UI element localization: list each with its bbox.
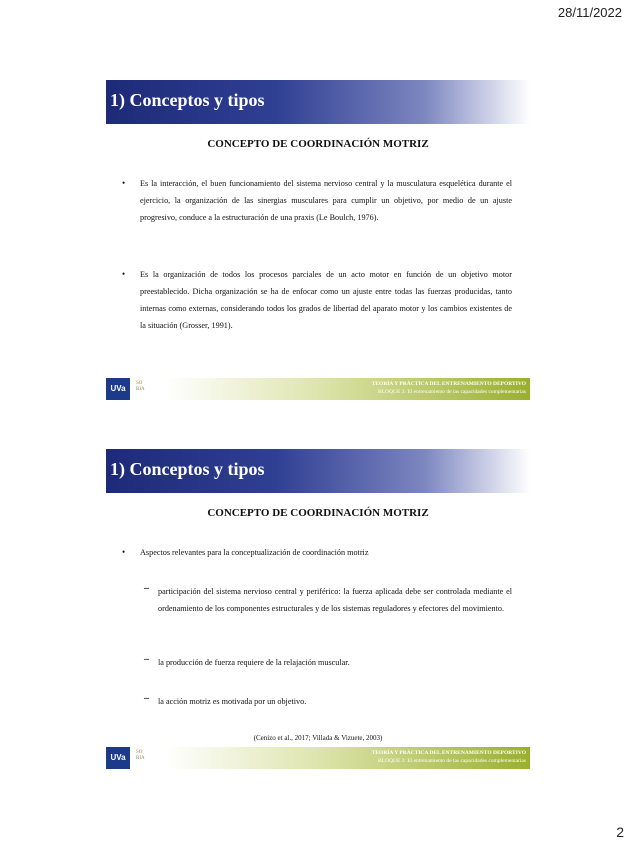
slide-title: 1) Conceptos y tipos: [110, 90, 265, 110]
print-date: 28/11/2022: [557, 5, 622, 20]
dash-icon: –: [144, 693, 149, 704]
dash-icon: –: [144, 654, 149, 665]
uva-logo: UVa: [106, 747, 130, 769]
slide-footer: [106, 747, 530, 771]
citation: (Cenizo et al., 2017; Villada & Vizuete, 2003): [253, 734, 383, 742]
page-number: 2: [616, 824, 624, 840]
bullet-text: Es la organización de todos los procesos parciales de un acto motor en función de un objetivo motor preestablecido. Dicha organización se ha de enfocar como un ajuste entre todas las fuerzas producidas, tanto internas como externas, considerando todos los grados de libertad del aparato motor y los cambios existentes de la situación (Grosser, 1991).: [140, 270, 512, 330]
course-title: TEORÍA Y PRÁCTICA DEL ENTRENAMIENTO DEPORTIVO: [371, 381, 526, 387]
bullet-icon: •: [122, 547, 126, 557]
slide-title-bar: [106, 449, 530, 493]
uva-logo: UVa: [106, 378, 130, 400]
bullet-text: Es la interacción, el buen funcionamiento del sistema nervioso central y la musculatura esquelética durante el ejercicio, la organización de las sinergias musculares para cumplir un objetivo, por medio de un ajuste progresivo, conduce a la estructuración de una praxis (Le Boulch, 1976).: [140, 179, 512, 222]
footer-bar: [166, 747, 530, 769]
sub-item-text: la producción de fuerza requiere de la relajación muscular.: [158, 658, 350, 667]
slide-2: [106, 449, 530, 771]
slide-footer: [106, 378, 530, 402]
slide-title: 1) Conceptos y tipos: [110, 459, 265, 479]
block-title: BLOQUE 3: El entrenamiento de las capacidades complementarias: [378, 389, 526, 395]
dash-icon: –: [144, 583, 149, 594]
slide-heading: CONCEPTO DE COORDINACIÓN MOTRIZ: [207, 138, 429, 150]
bullet-text: Aspectos relevantes para la conceptualización de coordinación motriz: [140, 548, 369, 557]
slide-heading: CONCEPTO DE COORDINACIÓN MOTRIZ: [207, 507, 429, 519]
slide-title-bar: [106, 80, 530, 124]
block-title: BLOQUE 3: El entrenamiento de las capacidades complementarias: [378, 758, 526, 764]
sub-item-text: participación del sistema nervioso central y periférico: la fuerza aplicada debe ser controlada mediante el ordenamiento de los componentes estructurales y de los sistemas reguladores y efectores del movimiento.: [158, 587, 512, 613]
campus-logo: SO RIA: [136, 381, 145, 392]
course-title: TEORÍA Y PRÁCTICA DEL ENTRENAMIENTO DEPORTIVO: [371, 750, 526, 756]
bullet-icon: •: [122, 269, 126, 279]
slide-1: [106, 80, 530, 400]
bullet-icon: •: [122, 178, 126, 188]
footer-bar: [166, 378, 530, 400]
campus-logo: SO RIA: [136, 750, 145, 761]
sub-item-text: la acción motriz es motivada por un objetivo.: [158, 697, 307, 706]
